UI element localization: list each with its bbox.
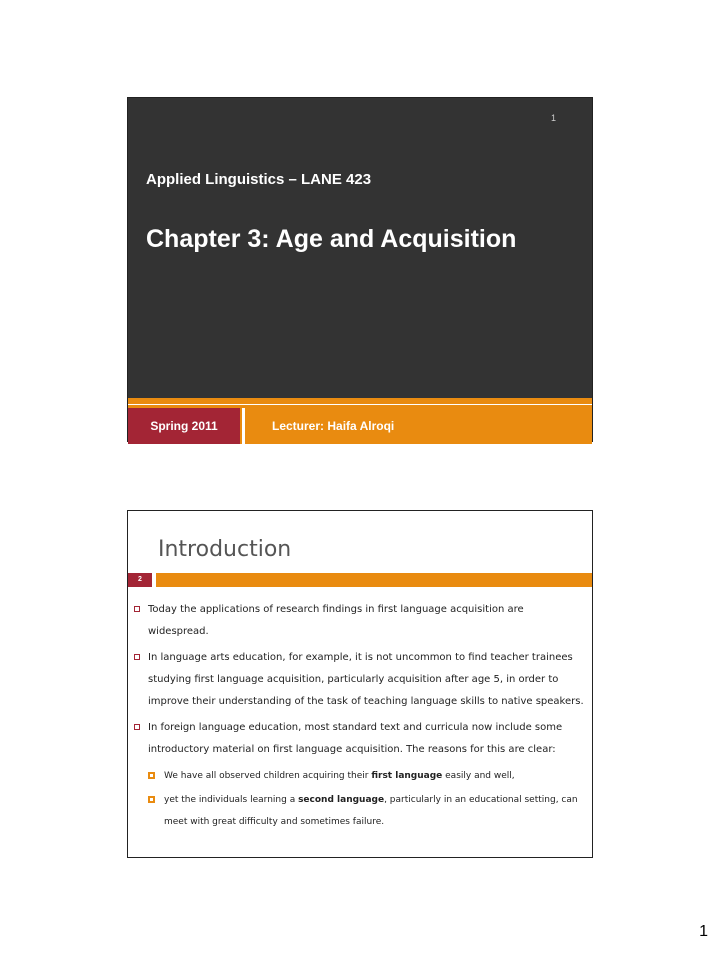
slide-subtitle: Applied Linguistics – LANE 423 [146,171,372,188]
title-bar [128,573,592,587]
sub-bullet [134,789,584,833]
square-bullet-icon [134,654,140,660]
square-bullet-icon [134,724,140,730]
footer-semester: Spring 2011 [128,408,240,444]
slide-number: 1 [550,113,556,123]
slide-title: Chapter 3: Age and Acquisition [146,225,517,253]
slide-number: 2 [128,573,152,587]
filled-square-bullet-icon [148,796,155,803]
bullet-text: Today the applications of research findings in first language acquisition are widespread. [148,604,524,637]
bullet-text: In language arts education, for example, it is not uncommon to find teacher trainees studying first language acquisition, particularly acquisition after age 5, in order to improve their understanding of the task of teaching language skills to native speakers. [148,652,584,707]
bullet [134,599,584,643]
sub-bullet-post: , particularly in an educational setting, can meet with great difficulty and sometimes failure. [164,795,578,827]
square-bullet-icon [134,606,140,612]
sub-bullet-bold: second language [298,795,385,805]
page-number: 1 [699,923,708,940]
sub-bullet-post: easily and well, [442,771,515,781]
footer-rule [128,404,592,405]
sub-bullet-pre: We have all observed children acquiring their [164,771,372,781]
sub-bullet-bold: first language [371,771,443,781]
slide-body [134,599,584,835]
bar-gap [152,573,156,587]
slide-2 [127,510,593,858]
slide-title: Introduction [158,537,292,562]
bullet [134,647,584,713]
slide-footer [128,398,592,444]
sub-bullet [134,765,584,787]
footer-lecturer: Lecturer: Haifa Alroqi [272,419,395,433]
filled-square-bullet-icon [148,772,155,779]
bullet-text: In foreign language education, most standard text and curricula now include some introductory material on first language acquisition. The reasons for this are clear: [148,722,563,755]
slide-1 [127,97,593,442]
bullet [134,717,584,761]
footer-divider [242,408,245,444]
sub-bullet-pre: yet the individuals learning a [164,795,299,805]
